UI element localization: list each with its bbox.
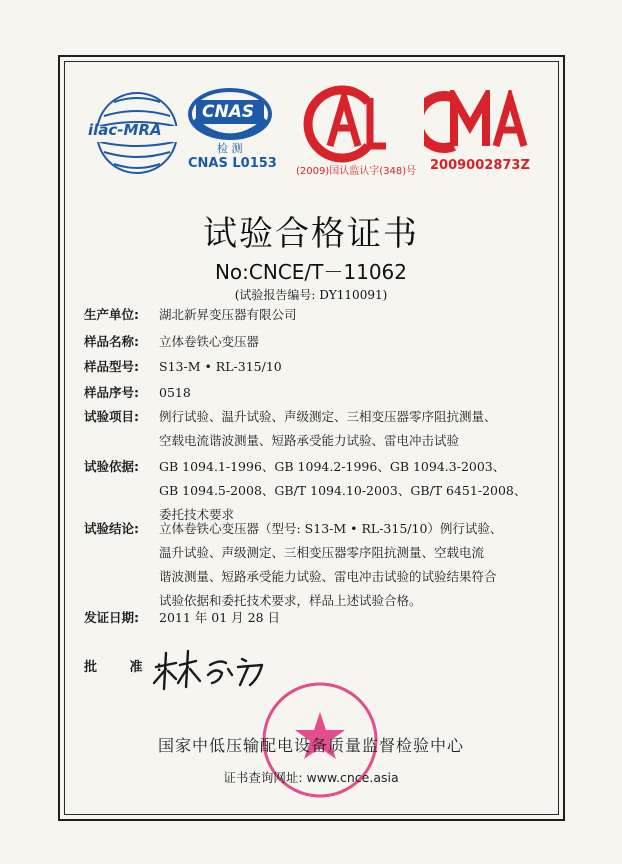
field-label: 试验依据: <box>84 459 139 474</box>
field-value: 立体卷铁心变压器 <box>159 334 260 349</box>
cnas-badge-text: CNAS <box>202 102 255 122</box>
signature-image <box>150 645 270 699</box>
cal-logo <box>296 84 417 177</box>
field-label: 生产单位: <box>84 307 139 322</box>
cnas-logo <box>184 82 277 171</box>
field-label: 试验结论: <box>84 521 139 536</box>
field-value: GB 1094.1-1996、GB 1094.2-1996、GB 1094.3-2003、 GB 1094.5-2008、GB/T 1094.10-2003、GB/T 6451-2008、 委托技术要求 <box>159 459 527 522</box>
approval-label: 批 准: <box>84 660 176 675</box>
cma-caption: 2009002873Z <box>430 158 530 173</box>
query-url: 证书查询网址: www.cnce.asia <box>223 770 399 785</box>
field-value: S13-M • RL-315/10 <box>159 359 282 374</box>
cnas-sub-text: 检 测 <box>217 142 243 155</box>
cma-emblem-icon <box>424 90 532 154</box>
cnas-code: CNAS L0153 <box>188 156 277 171</box>
field-label: 试验项目: <box>84 409 139 424</box>
field-label: 样品型号: <box>84 359 139 374</box>
field-value: 2011 年 01 月 28 日 <box>159 610 280 625</box>
field-value: 0518 <box>159 385 191 400</box>
field-value: 立体卷铁心变压器（型号: S13-M • RL-315/10）例行试验、 温升试验、声级测定、三相变压器零序阻抗测量、空载电流 谐波测量、短路承受能力试验、雷电冲击试验的试验结果符合 试验依据和委托技术要求，样品上述试验合格。 <box>159 521 503 608</box>
cal-caption: (2009)国认监认字(348)号 <box>296 166 417 177</box>
field-label: 样品序号: <box>84 385 139 400</box>
cal-emblem-icon <box>296 84 392 164</box>
cma-logo <box>424 90 532 173</box>
field-value: 湖北新昇变压器有限公司 <box>159 307 297 322</box>
ilac-mra-logo <box>88 88 182 178</box>
certificate-title: 试验合格证书 <box>203 214 419 254</box>
field-value: 例行试验、温升试验、声级测定、三相变压器零序阻抗测量、 空载电流谐波测量、短路承受能力试验、雷电冲击试验 <box>159 409 497 448</box>
certificate-number: No:CNCE/T－11062 <box>214 260 408 284</box>
handwritten-signature-icon <box>150 645 270 695</box>
issuing-organization: 国家中低压输配电设备质量监督检验中心 <box>157 736 464 755</box>
report-number: (试验报告编号: DY110091) <box>234 288 388 302</box>
field-label: 发证日期: <box>84 610 139 625</box>
field-label: 样品名称: <box>84 334 139 349</box>
ilac-text: ilac-MRA <box>88 121 162 139</box>
